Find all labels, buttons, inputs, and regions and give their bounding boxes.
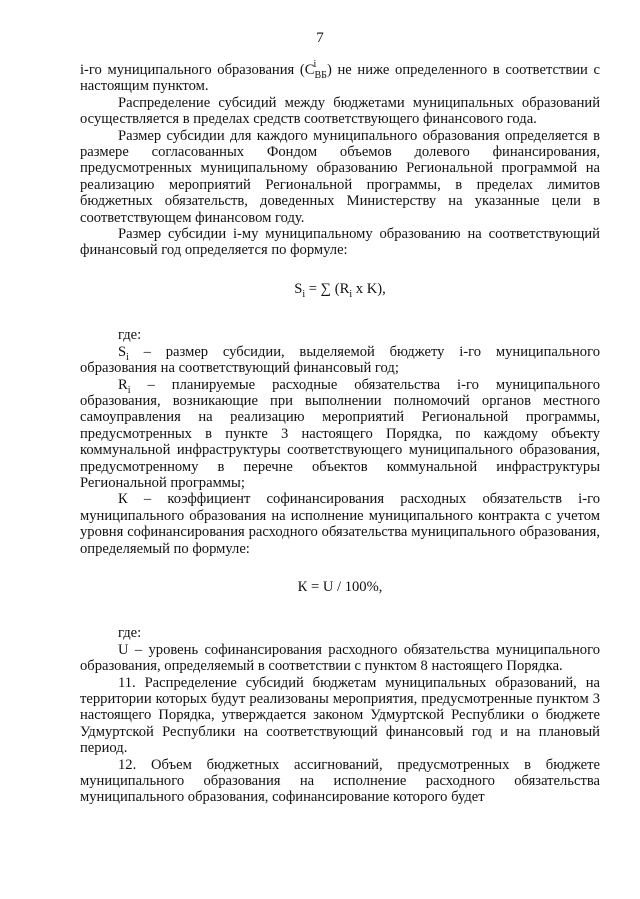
paragraph-continuation xyxy=(80,59,600,95)
p1-text-before: i-го муниципального образования (С xyxy=(80,62,315,78)
definition-s xyxy=(80,344,600,377)
paragraph-11: 11. Распределение субсидий бюджетам муниципальных образований, на территории которых будут реализованы мероприятия, предусмотренные пунктом 3 настоящего Порядка, утверждается законом Удмуртской Республики о бюджете Удмуртской Республики на соответствующий финансовый год и на плановый период. xyxy=(80,674,600,757)
p1-subscript: ВБ xyxy=(314,69,327,81)
formula1-mid: = ∑ (R xyxy=(305,280,350,297)
spacer xyxy=(80,595,600,625)
paragraph-12: 12. Объем бюджетных ассигнований, предусмотренных в бюджете муниципального образования на исполнение расходного обязательства муниципального образования, софинансирование которого будет xyxy=(80,756,600,806)
formula1-s-sub: i xyxy=(302,288,306,300)
definition-u: U – уровень софинансирования расходного обязательства муниципального образования, определяемый в соответствии с пунктом 8 настоящего Порядка. xyxy=(80,641,600,675)
def-r-symbol: R xyxy=(118,376,128,393)
paragraph-subsidy-size: Размер субсидии для каждого муниципального образования определяется в размере согласованных Фондом объемов долевого финансирования, предусмотренных муниципальному образованию Региональной программой на реализацию мероприятий Региональной программы, в пределах лимитов бюджетных обязательств, доведенных Министерству на указанные цели в соответствующем финансовом году. xyxy=(80,127,600,226)
where-label-2: где: xyxy=(118,625,142,642)
paragraph-formula-intro: Размер субсидии i-му муниципальному образованию на соответствующий финансовый год определяется по формуле: xyxy=(80,226,600,259)
formula1-r-sub: i xyxy=(349,288,353,300)
formula-coefficient: К = U / 100%, xyxy=(297,578,383,595)
def-r-text: – планируемые расходные обязательства i-го муниципального образования, возникающие при выполнении полномочий органов местного самоуправления на реализацию мероприятий Региональной программы, предусмотренных в пункте 3 настоящего Порядка, по каждому объекту коммунальной инфраструктуры соответствующего муниципального образования, предусмотренному в перечне объектов коммунальной инфраструктуры Региональной программы; xyxy=(80,376,600,491)
p1-superscript: i xyxy=(313,59,317,70)
formula1-s: S xyxy=(294,280,303,297)
def-s-text: – размер субсидии, выделяемой бюджету i-го муниципального образования на соответствующий финансовый год; xyxy=(80,343,600,377)
formula1-end: x K), xyxy=(352,280,386,297)
spacer xyxy=(80,259,600,281)
definition-k: К – коэффициент софинансирования расходных обязательств i-го муниципального образования на исполнение муниципального контракта с учетом уровня софинансирования расходного обязательства муниципального образования, определяемый по формуле: xyxy=(80,491,600,557)
def-s-symbol: S xyxy=(118,343,127,360)
spacer xyxy=(80,557,600,579)
document-body xyxy=(80,59,600,806)
def-r-sub: i xyxy=(127,384,131,396)
def-s-sub: i xyxy=(126,351,129,363)
p1-text-after: ) не ниже определенного в соответствии с настоящим пунктом. xyxy=(80,62,600,95)
paragraph-distribution: Распределение субсидий между бюджетами муниципальных образований осуществляется в пределах средств соответствующего финансового года. xyxy=(80,94,600,128)
spacer xyxy=(80,297,600,327)
page-number: 7 xyxy=(316,30,324,46)
where-label-1: где: xyxy=(118,327,142,344)
definition-r xyxy=(80,377,600,492)
formula-subsidy xyxy=(80,280,600,300)
